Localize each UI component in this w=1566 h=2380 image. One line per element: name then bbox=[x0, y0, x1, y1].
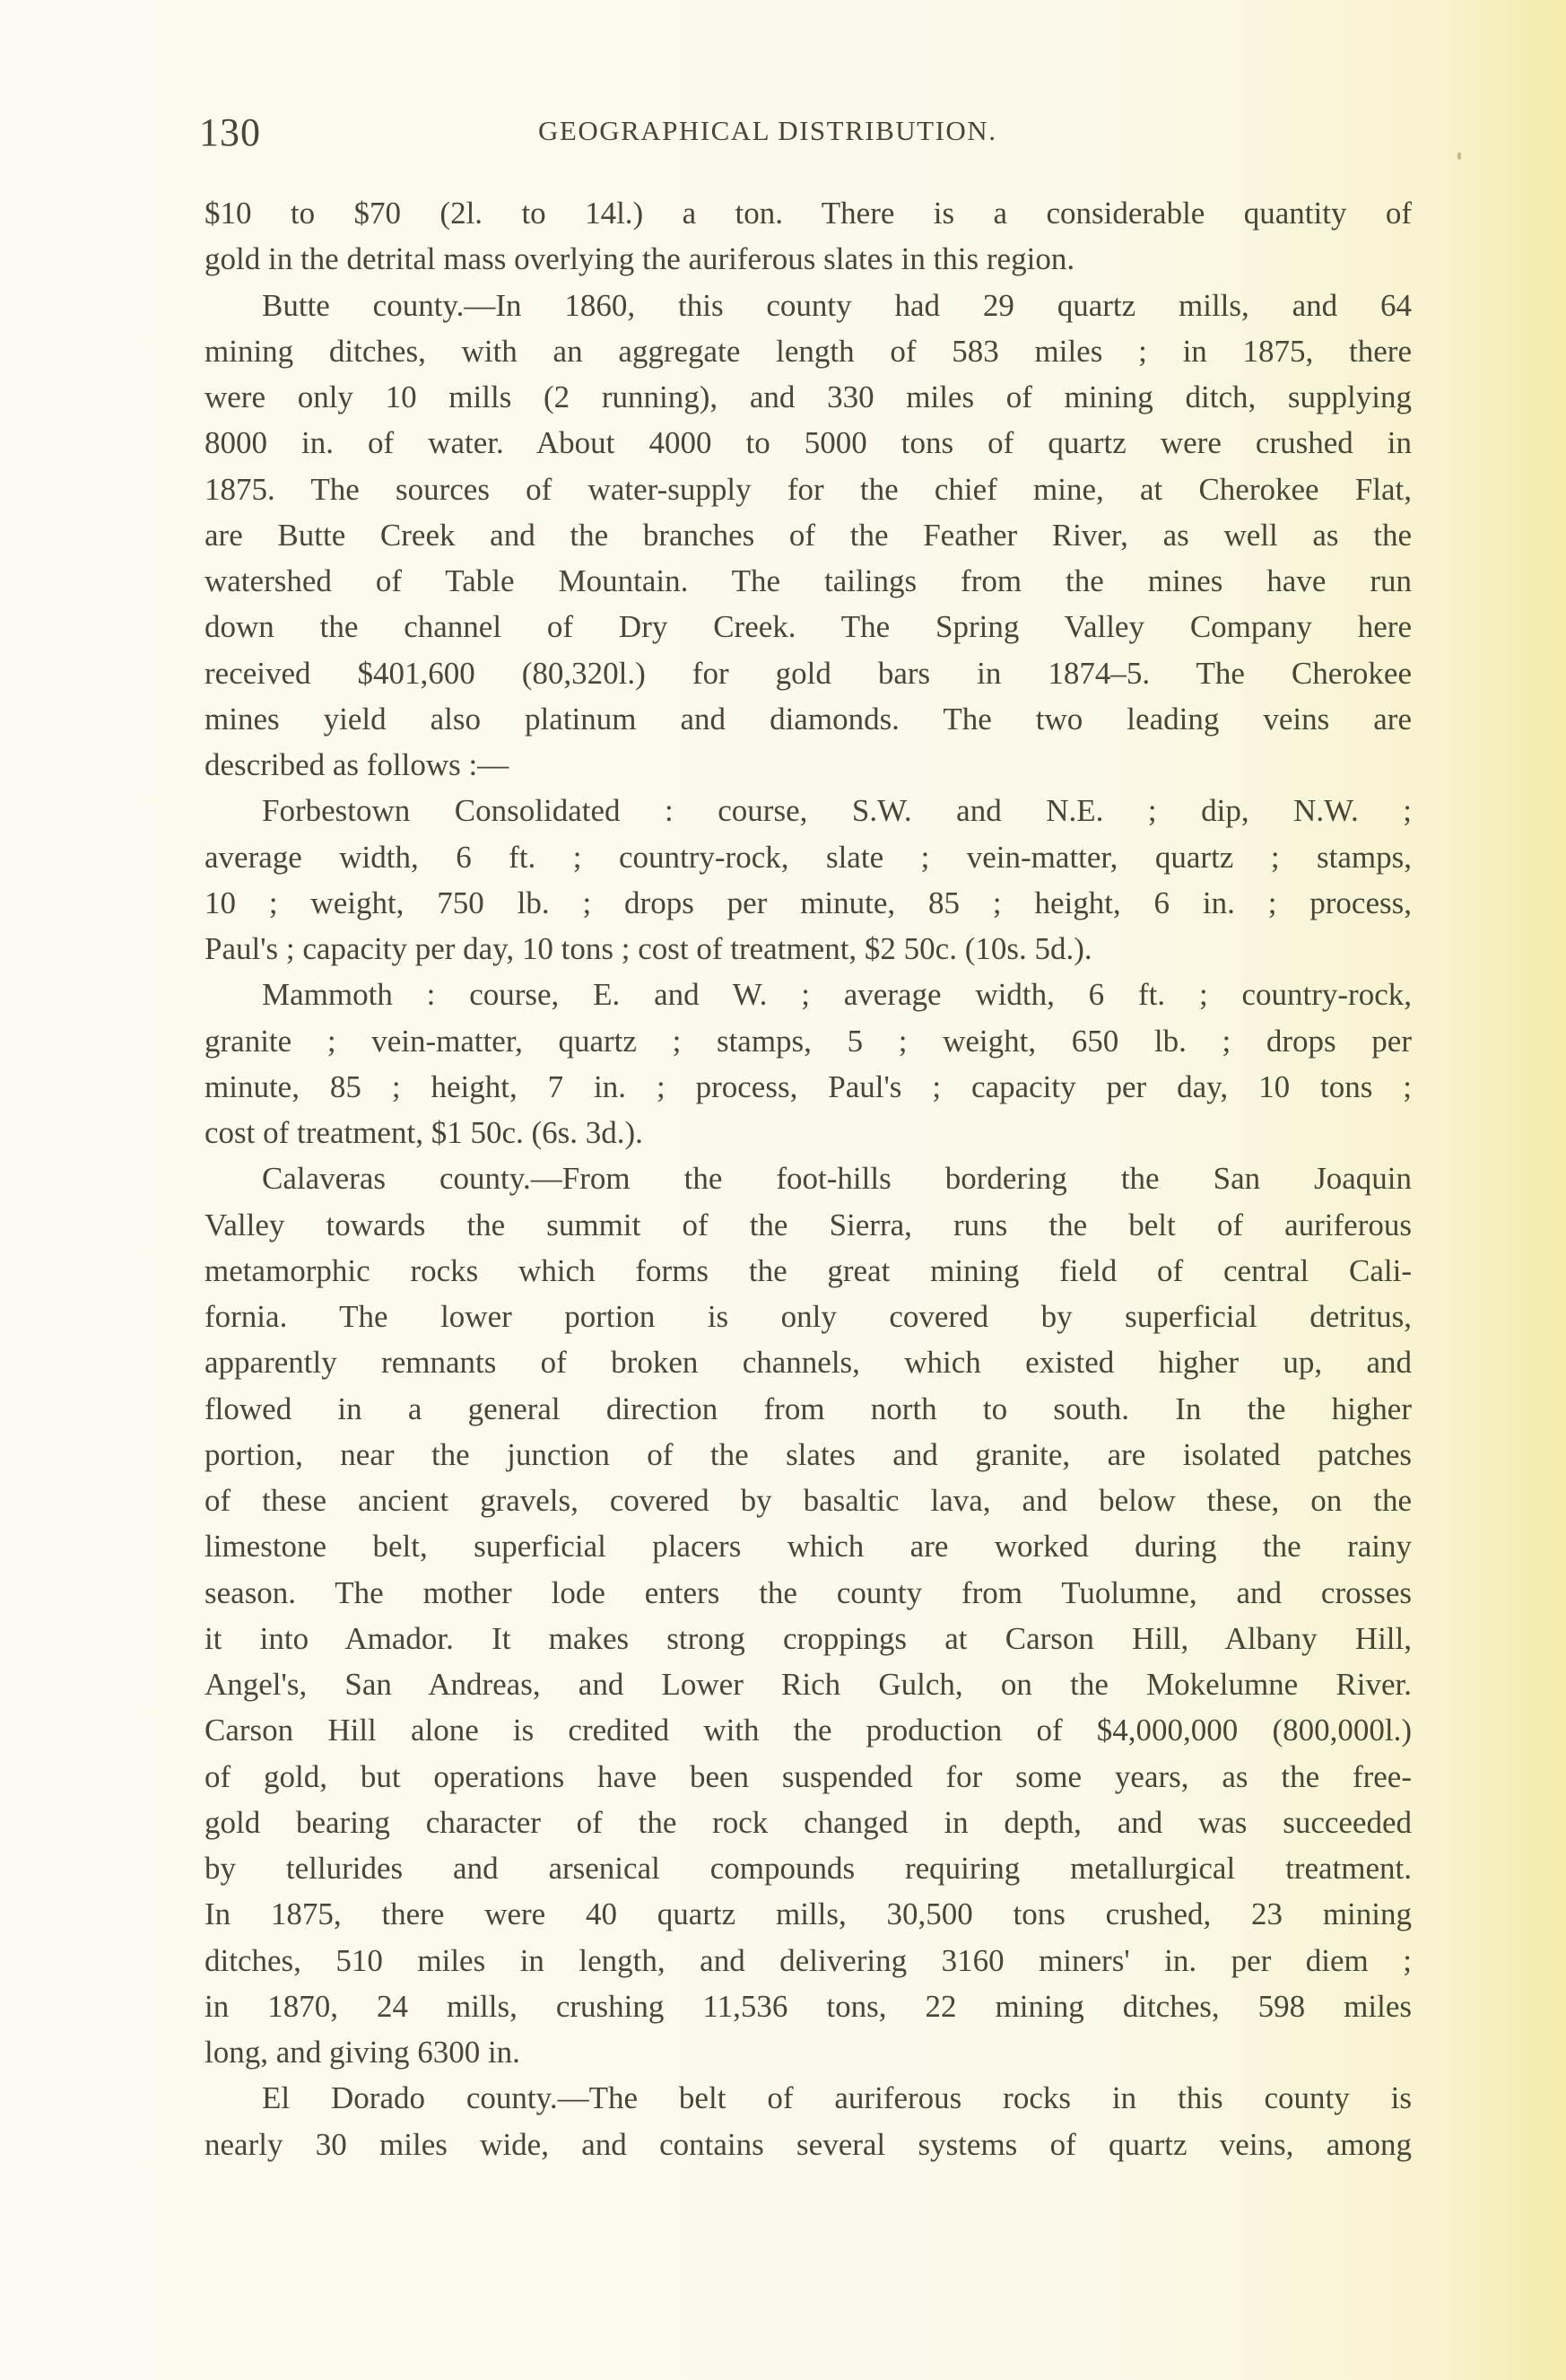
text-line: gold bearing character of the rock changed in depth, and was succeeded bbox=[204, 1804, 1412, 1840]
text-line: it into Amador. It makes strong croppings at Carson Hill, Albany Hill, bbox=[204, 1620, 1412, 1656]
text-line: gold in the detrital mass overlying the auriferous slates in this region. bbox=[204, 241, 1075, 277]
text-line: mining ditches, with an aggregate length of 583 miles ; in 1875, there bbox=[204, 333, 1412, 369]
text-line: apparently remnants of broken channels, which existed higher up, and bbox=[204, 1345, 1412, 1381]
text-line: granite ; vein-matter, quartz ; stamps, 5 ; weight, 650 lb. ; drops per bbox=[204, 1023, 1412, 1059]
text-line: are Butte Creek and the branches of the Feather River, as well as the bbox=[204, 517, 1412, 553]
text-line: of these ancient gravels, covered by basaltic lava, and below these, on the bbox=[204, 1483, 1412, 1518]
paragraph bbox=[204, 788, 1412, 972]
paper-speck bbox=[1457, 153, 1461, 160]
text-line: Forbestown Consolidated : course, S.W. and N.E. ; dip, N.W. ; bbox=[262, 793, 1412, 829]
text-line: down the channel of Dry Creek. The Spring Valley Company here bbox=[204, 609, 1412, 645]
text-line: Carson Hill alone is credited with the production of $4,000,000 (800,000l.) bbox=[204, 1713, 1412, 1748]
page-number: 130 bbox=[199, 110, 261, 154]
text-line: Valley towards the summit of the Sierra, runs the belt of auriferous bbox=[204, 1207, 1412, 1242]
text-line: mines yield also platinum and diamonds. The two leading veins are bbox=[204, 701, 1412, 737]
paragraph bbox=[204, 972, 1412, 1155]
body-text bbox=[204, 190, 1412, 2167]
paragraph bbox=[204, 283, 1412, 789]
text-line: ditches, 510 miles in length, and delivering 3160 miners' in. per diem ; bbox=[204, 1942, 1412, 1978]
text-line: flowed in a general direction from north to south. In the higher bbox=[204, 1391, 1412, 1426]
text-line: minute, 85 ; height, 7 in. ; process, Paul's ; capacity per day, 10 tons ; bbox=[204, 1068, 1412, 1104]
running-head: GEOGRAPHICAL DISTRIBUTION. bbox=[538, 115, 997, 146]
text-line: by tellurides and arsenical compounds requiring metallurgical treatment. bbox=[204, 1851, 1412, 1886]
text-line: were only 10 mills (2 running), and 330 miles of mining ditch, supplying bbox=[204, 379, 1412, 414]
text-line: 1875. The sources of water-supply for the chief mine, at Cherokee Flat, bbox=[204, 471, 1412, 507]
paragraph bbox=[204, 2075, 1412, 2167]
text-line: in 1870, 24 mills, crushing 11,536 tons, 22 mining ditches, 598 miles bbox=[204, 1988, 1412, 2024]
text-line: fornia. The lower portion is only covered by superficial detritus, bbox=[204, 1299, 1412, 1334]
text-line: Angel's, San Andreas, and Lower Rich Gulch, on the Mokelumne River. bbox=[204, 1667, 1412, 1702]
text-line: $10 to $70 (2l. to 14l.) a ton. There is a considerable quantity of bbox=[204, 196, 1412, 231]
text-line: In 1875, there were 40 quartz mills, 30,500 tons crushed, 23 mining bbox=[204, 1896, 1412, 1932]
text-line: Calaveras county.—From the foot-hills bordering the San Joaquin bbox=[262, 1161, 1412, 1197]
text-line: El Dorado county.—The belt of auriferous rocks in this county is bbox=[262, 2080, 1412, 2116]
text-line: metamorphic rocks which forms the great mining field of central Cali- bbox=[204, 1252, 1412, 1288]
text-line: described as follows :— bbox=[204, 747, 509, 782]
paragraph bbox=[204, 190, 1412, 283]
text-line: nearly 30 miles wide, and contains several systems of quartz veins, among bbox=[204, 2126, 1412, 2162]
text-line: portion, near the junction of the slates and granite, are isolated patches bbox=[204, 1436, 1412, 1472]
text-line: 10 ; weight, 750 lb. ; drops per minute, 85 ; height, 6 in. ; process, bbox=[204, 885, 1412, 920]
text-line: Butte county.—In 1860, this county had 29 quartz mills, and 64 bbox=[262, 287, 1412, 323]
text-line: season. The mother lode enters the county from Tuolumne, and crosses bbox=[204, 1574, 1412, 1610]
text-line: watershed of Table Mountain. The tailings from the mines have run bbox=[204, 563, 1412, 598]
text-line: Mammoth : course, E. and W. ; average width, 6 ft. ; country-rock, bbox=[262, 977, 1412, 1013]
text-line: limestone belt, superficial placers which are worked during the rainy bbox=[204, 1529, 1412, 1565]
text-line: average width, 6 ft. ; country-rock, slate ; vein-matter, quartz ; stamps, bbox=[204, 839, 1412, 875]
text-line: cost of treatment, $1 50c. (6s. 3d.). bbox=[204, 1115, 643, 1150]
paragraph bbox=[204, 1155, 1412, 2075]
text-line: long, and giving 6300 in. bbox=[204, 2035, 520, 2070]
text-line: of gold, but operations have been suspended for some years, as the free- bbox=[204, 1758, 1412, 1794]
text-line: received $401,600 (80,320l.) for gold bars in 1874–5. The Cherokee bbox=[204, 655, 1412, 691]
text-line: Paul's ; capacity per day, 10 tons ; cost of treatment, $2 50c. (10s. 5d.). bbox=[204, 931, 1092, 966]
text-line: 8000 in. of water. About 4000 to 5000 tons of quartz were crushed in bbox=[204, 425, 1412, 461]
